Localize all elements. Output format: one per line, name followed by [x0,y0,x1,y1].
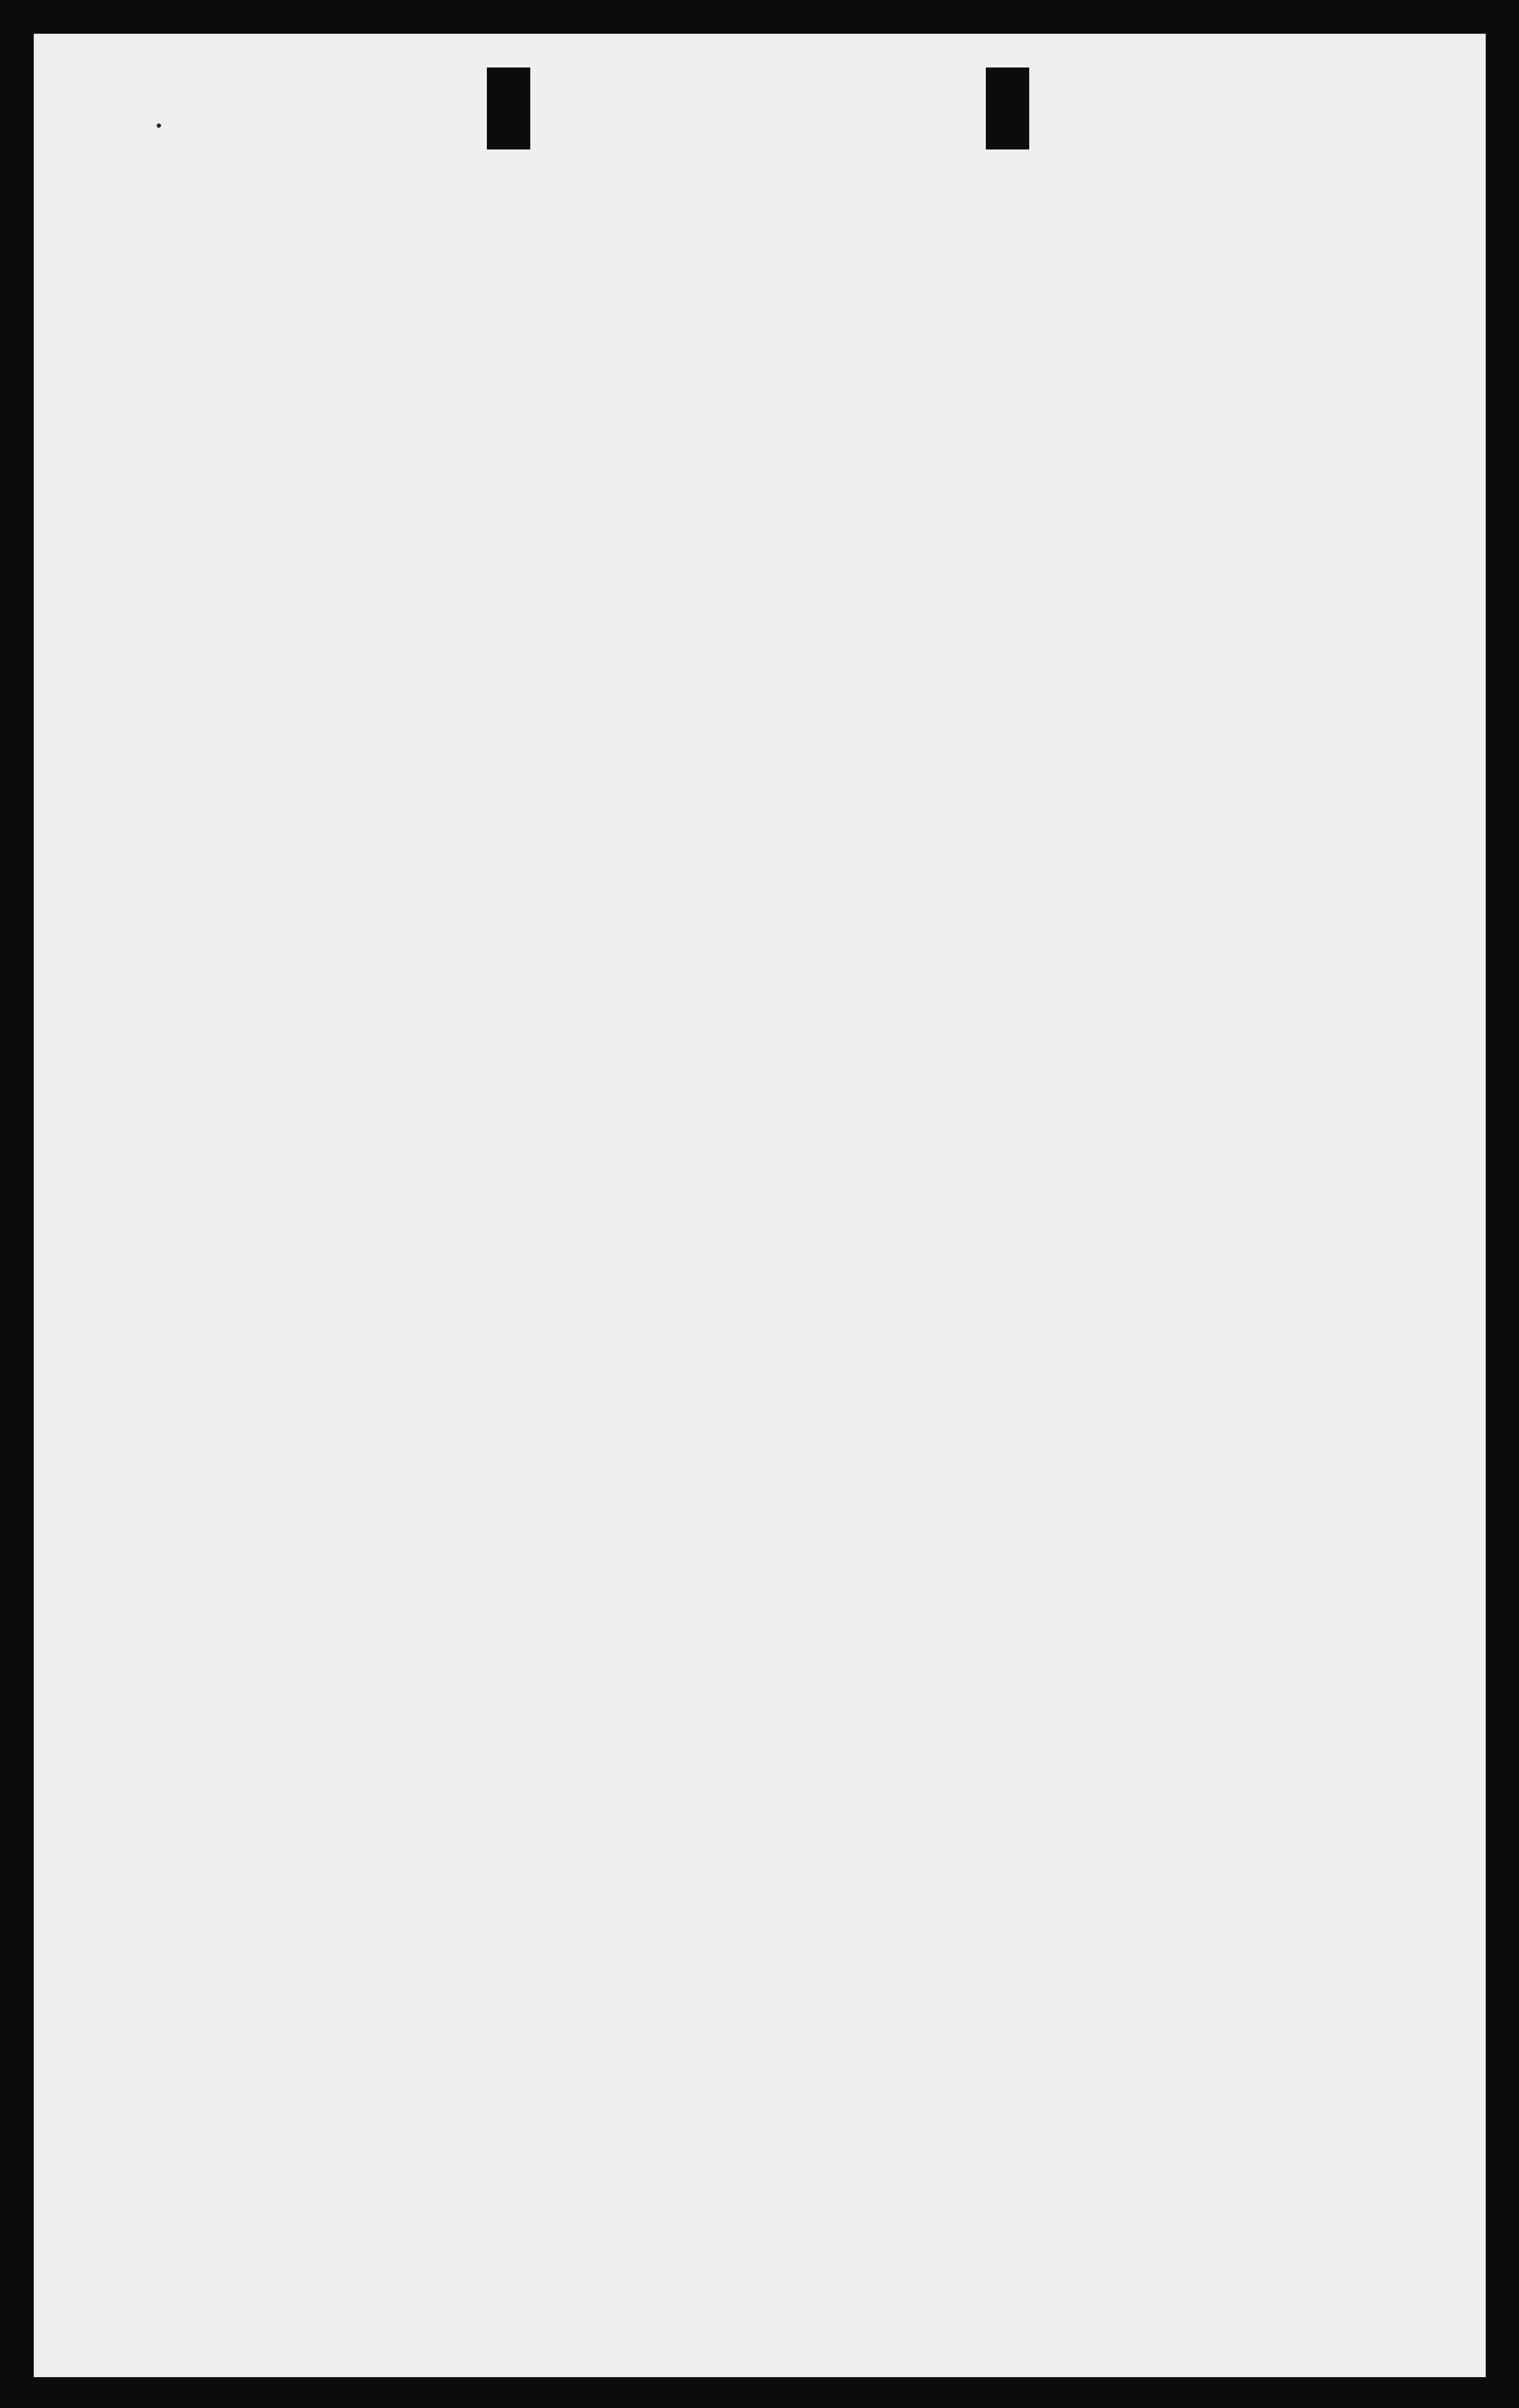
ink-speck [157,123,161,128]
document-page [34,34,1486,2377]
punch-hole-left [487,68,530,149]
punch-hole-right [986,68,1029,149]
